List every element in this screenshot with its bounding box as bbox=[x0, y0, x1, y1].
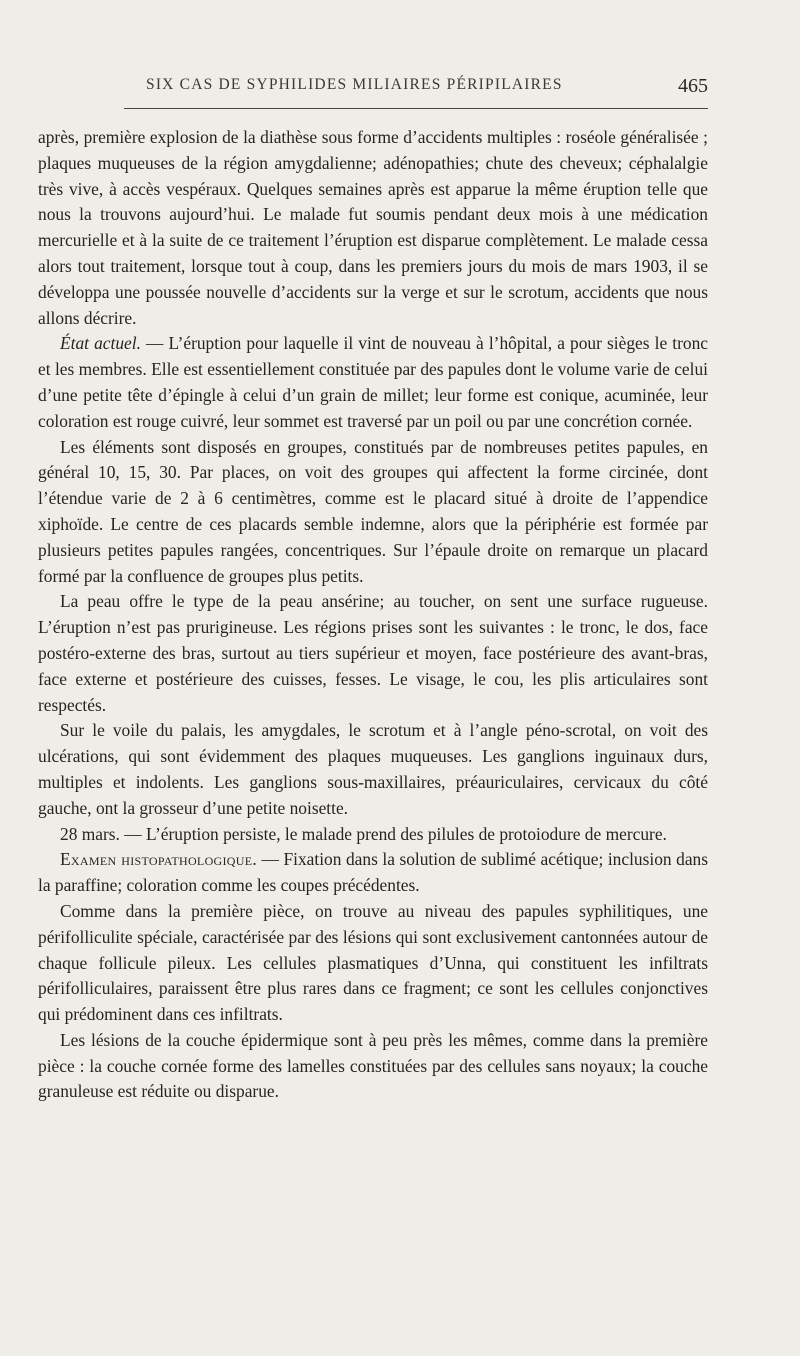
running-head bbox=[40, 76, 708, 102]
paragraph-7 bbox=[38, 847, 708, 899]
paragraph-4: La peau offre le type de la peau ansérine; au toucher, on sent une surface rugueuse. L’éruption n’est pas prurigineuse. Les régions prises sont les suivantes : le tronc, le dos, face postéro-externe des bras, surtout au tiers supérieur et moyen, face postérieure des avant-bras, face externe et postérieure des cuisses, fesses. Le visage, le cou, les plis articulaires sont respectés. bbox=[38, 591, 708, 715]
paragraph-2-text: — L’éruption pour laquelle il vint de nouveau à l’hôpital, a pour sièges le tronc et les membres. Elle est essentiellement constituée par des papules dont le volume varie de celui d’une petite tête d’épingle à celui d’un grain de millet; leur forme est conique, acuminée, leur coloration est rouge cuivré, leur sommet est traversé par un poil ou par une concrétion cornée. bbox=[38, 333, 708, 431]
running-head-title: SIX CAS DE SYPHILIDES MILIAIRES PÉRIPILAIRES bbox=[146, 76, 563, 93]
paragraph-2-lead: État actuel. bbox=[60, 333, 141, 354]
body-text bbox=[38, 125, 708, 1105]
paragraph-8: Comme dans la première pièce, on trouve au niveau des papules syphilitiques, une périfolliculite spéciale, caractérisée par des lésions qui sont exclusivement cantonnées autour de chaque follicule pileux. Les cellules plasmatiques d’Unna, qui constituent les infiltrats périfolliculaires, paraissent être plus rares dans ce fragment; ce sont les cellules conjonctives qui prédominent dans ces infiltrats. bbox=[38, 900, 708, 1025]
paragraph-1: après, première explosion de la diathèse sous forme d’accidents multiples : roséole généralisée ; plaques muqueuses de la région amygdalienne; adénopathies; chute des cheveux; céphalalgie très vive, à accès vespéraux. Quelques semaines après est apparue la même éruption telle que nous la trouvons aujourd’hui. Le malade fut soumis pendant deux mois à une médication mercurielle et à la suite de ce traitement l’éruption est disparue complètement. Le malade cessa alors tout traitement, lorsque tout à coup, dans les premiers jours du mois de mars 1903, il se développa une poussée nouvelle d’accidents sur la verge et sur le scrotum, accidents que nous allons décrire. bbox=[38, 127, 708, 328]
header-rule bbox=[124, 108, 708, 109]
paragraph-7-lead: Examen histopathologique. bbox=[60, 849, 258, 870]
paragraph-7-text: — Fixation dans la solution de sublimé acétique; inclusion dans la paraffine; coloration comme les coupes précédentes. bbox=[38, 849, 708, 896]
paragraph-9: Les lésions de la couche épidermique sont à peu près les mêmes, comme dans la première pièce : la couche cornée forme des lamelles constituées par des cellules sans noyaux; la couche granuleuse est réduite ou disparue. bbox=[38, 1029, 708, 1102]
page-number: 465 bbox=[678, 75, 708, 97]
paragraph-3: Les éléments sont disposés en groupes, constitués par de nombreuses petites papules, en général 10, 15, 30. Par places, on voit des groupes qui affectent la forme circinée, dont l’étendue varie de 2 à 6 centimètres, comme est le placard situé à droite de l’appendice xiphoïde. Le centre de ces placards semble indemne, alors que la périphérie est formée par plusieurs petites papules rangées, concentriques. Sur l’épaule droite on remarque un placard formé par la confluence de groupes plus petits. bbox=[38, 436, 708, 586]
paragraph-6: 28 mars. — L’éruption persiste, le malade prend des pilules de protoiodure de mercure. bbox=[60, 823, 667, 844]
paragraph-2 bbox=[38, 331, 708, 434]
paragraph-5: Sur le voile du palais, les amygdales, le scrotum et à l’angle péno-scrotal, on voit des ulcérations, qui sont évidemment des plaques muqueuses. Les ganglions inguinaux durs, multiples et indolents. Les ganglions sous-maxillaires, préauriculaires, cervicaux du côté gauche, ont la grosseur d’une petite noisette. bbox=[38, 720, 708, 818]
